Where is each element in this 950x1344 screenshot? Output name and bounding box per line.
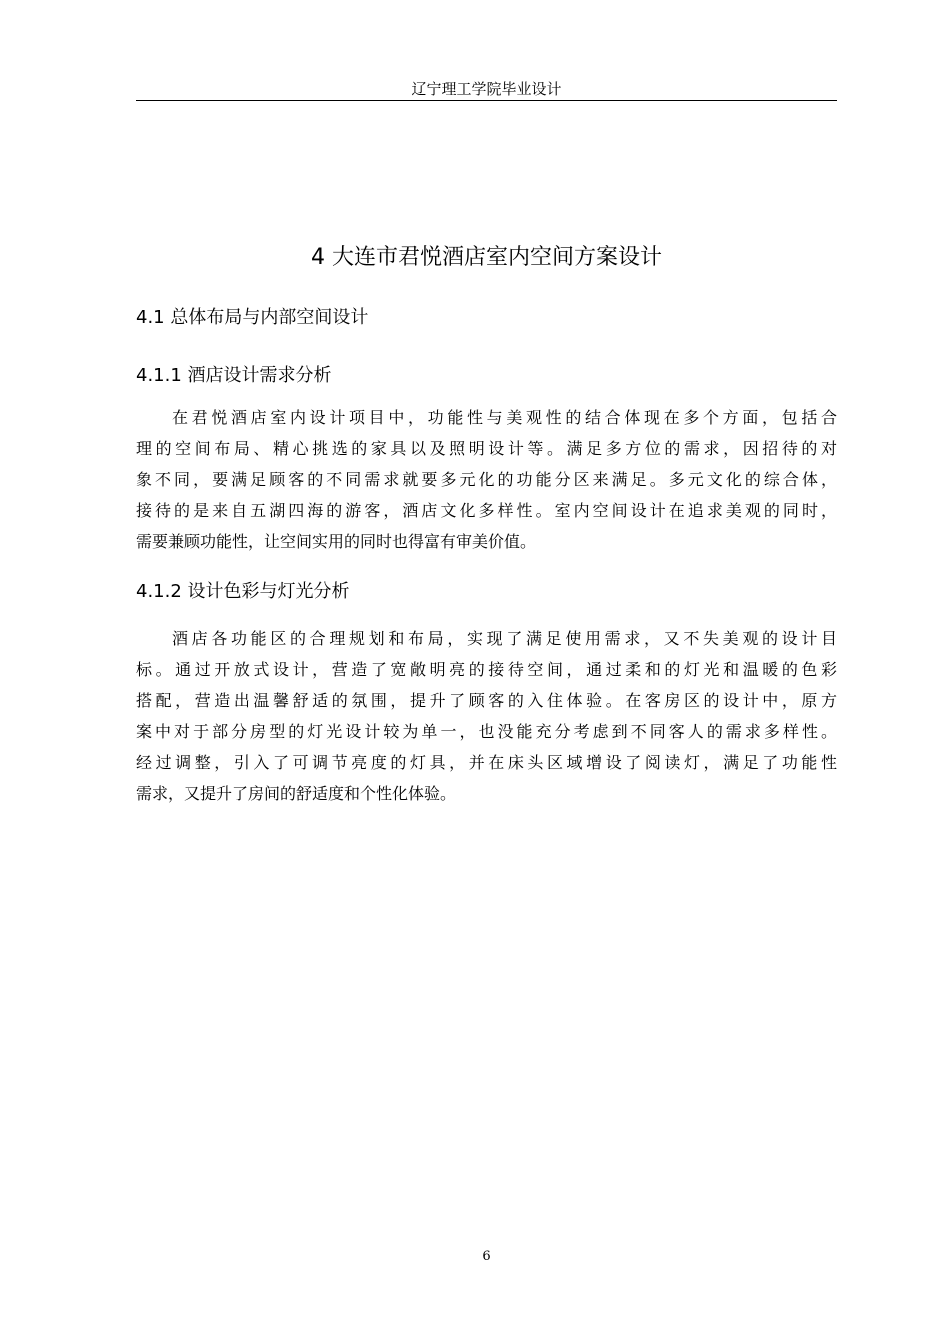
section-heading-4-1-1: 4.1.1 酒店设计需求分析 — [136, 365, 332, 386]
paragraph-line: 标。通过开放式设计，营造了宽敞明亮的接待空间，通过柔和的灯光和温暖的色彩 — [136, 660, 837, 679]
paragraph-line: 经过调整，引入了可调节亮度的灯具，并在床头区域增设了阅读灯，满足了功能性 — [136, 753, 837, 772]
page-header: 辽宁理工学院毕业设计 — [411, 80, 562, 98]
section-heading-4-1-2: 4.1.2 设计色彩与灯光分析 — [136, 581, 350, 602]
paragraph-line: 酒店各功能区的合理规划和布局，实现了满足使用需求，又不失美观的设计目 — [172, 629, 837, 648]
paragraph-line: 案中对于部分房型的灯光设计较为单一，也没能充分考虑到不同客人的需求多样性。 — [136, 722, 837, 741]
paragraph-color-lighting — [136, 623, 837, 809]
paragraph-line: 需求，又提升了房间的舒适度和个性化体验。 — [136, 784, 457, 803]
paragraph-line: 接待的是来自五湖四海的游客，酒店文化多样性。室内空间设计在追求美观的同时， — [136, 501, 837, 520]
paragraph-line: 需要兼顾功能性，让空间实用的同时也得富有审美价值。 — [136, 532, 537, 551]
page-number: 6 — [482, 1249, 491, 1264]
paragraph-line: 象不同，要满足顾客的不同需求就要多元化的功能分区来满足。多元文化的综合体， — [136, 470, 837, 489]
section-heading-4-1: 4.1 总体布局与内部空间设计 — [136, 307, 369, 328]
paragraph-hotel-needs — [136, 402, 837, 557]
paragraph-line: 理的空间布局、精心挑选的家具以及照明设计等。满足多方位的需求，因招待的对 — [136, 439, 837, 458]
paragraph-line: 在君悦酒店室内设计项目中，功能性与美观性的结合体现在多个方面，包括合 — [172, 408, 837, 427]
header-rule — [136, 100, 837, 101]
chapter-title: 4 大连市君悦酒店室内空间方案设计 — [311, 245, 662, 270]
paragraph-line: 搭配，营造出温馨舒适的氛围，提升了顾客的入住体验。在客房区的设计中，原方 — [136, 691, 837, 710]
